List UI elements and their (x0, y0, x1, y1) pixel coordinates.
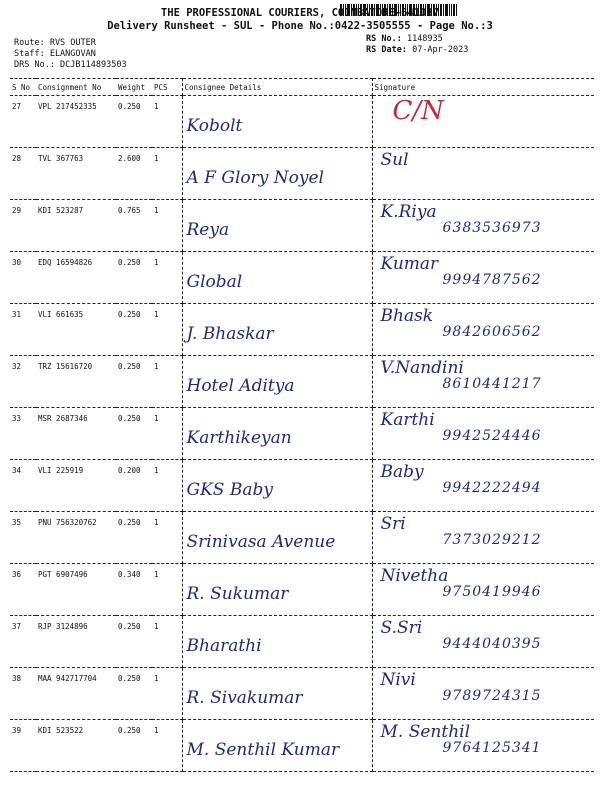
signature-text: K.Riya (380, 202, 437, 222)
phone-number: 8610441217 (442, 376, 542, 392)
consignment-cell: MAA 942717704 (36, 668, 116, 720)
drs-number: DRS No.: DCJB114893503 (14, 60, 127, 70)
consignment-cell: KDI 523287 (36, 200, 116, 252)
pcs-cell: 1 (152, 148, 182, 200)
sno-cell: 28 (10, 148, 36, 200)
pcs-cell: 1 (152, 720, 182, 772)
weight-cell: 0.250 (116, 668, 152, 720)
rs-date-label: RS Date: (366, 45, 407, 55)
consignee-name: Bharathi (186, 636, 262, 656)
consignment-cell: TRZ 15616720 (36, 356, 116, 408)
table-row (10, 252, 594, 304)
signature-text: V.Nandini (380, 358, 464, 378)
runsheet-subtitle: Delivery Runsheet - SUL - Phone No.:0422-3505555 - Page No.:3 (107, 20, 493, 32)
consignment-cell: PGT 6907496 (36, 564, 116, 616)
weight-cell: 0.250 (116, 252, 152, 304)
weight-cell: 0.250 (116, 408, 152, 460)
consignee-cell (182, 460, 372, 512)
consignee-cell (182, 252, 372, 304)
phone-number: 9764125341 (442, 740, 542, 756)
consignee-name: Srinivasa Avenue (186, 532, 336, 552)
consignee-name: Reya (186, 220, 230, 240)
pcs-cell: 1 (152, 96, 182, 148)
consignee-name: Global (186, 272, 243, 292)
weight-cell: 0.250 (116, 720, 152, 772)
consignee-name: GKS Baby (186, 480, 273, 500)
col-sno: S No (10, 79, 36, 96)
phone-number: 9942524446 (442, 428, 542, 444)
signature-cell (372, 408, 594, 460)
phone-number: 6383536973 (442, 220, 542, 236)
table-row (10, 616, 594, 668)
col-consignee: Consignee Details (182, 79, 372, 96)
pcs-cell: 1 (152, 200, 182, 252)
consignment-cell: VLI 225919 (36, 460, 116, 512)
pcs-cell: 1 (152, 356, 182, 408)
consignee-name: Karthikeyan (186, 428, 292, 448)
consignee-cell (182, 408, 372, 460)
col-consignment: Consignment No (36, 79, 116, 96)
consignment-cell: VLI 661635 (36, 304, 116, 356)
pcs-cell: 1 (152, 460, 182, 512)
signature-cell (372, 148, 594, 200)
col-weight: Weight (116, 79, 152, 96)
signature-text: C/N (392, 96, 444, 126)
company-title: THE PROFESSIONAL COURIERS, COIMBATORE-641037 (160, 7, 440, 19)
phone-number: 9750419946 (442, 584, 542, 600)
sno-cell: 34 (10, 460, 36, 512)
staff-text: Staff: ELANGOVAN (14, 49, 96, 59)
table-row (10, 720, 594, 772)
consignee-name: R. Sivakumar (186, 688, 303, 708)
phone-number: 9942222494 (442, 480, 542, 496)
signature-text: S.Sri (380, 618, 423, 638)
consignment-cell: RJP 3124896 (36, 616, 116, 668)
signature-cell (372, 304, 594, 356)
consignee-name: R. Sukumar (186, 584, 289, 604)
signature-text: M. Senthil (380, 722, 471, 742)
signature-text: Bhask (380, 306, 434, 326)
sno-cell: 35 (10, 512, 36, 564)
consignment-cell: KDI 523522 (36, 720, 116, 772)
table-row (10, 200, 594, 252)
pcs-cell: 1 (152, 252, 182, 304)
runsheet-meta-right (366, 34, 468, 56)
signature-cell (372, 252, 594, 304)
table-row (10, 304, 594, 356)
col-pcs: PCS (152, 79, 182, 96)
sno-cell: 39 (10, 720, 36, 772)
consignment-cell: VPL 217452335 (36, 96, 116, 148)
rs-date-value: 07-Apr-2023 (412, 45, 469, 55)
delivery-table (10, 78, 594, 772)
weight-cell: 0.200 (116, 460, 152, 512)
signature-cell (372, 668, 594, 720)
consignee-name: Hotel Aditya (186, 376, 295, 396)
table-row (10, 512, 594, 564)
pcs-cell: 1 (152, 616, 182, 668)
consignee-cell (182, 96, 372, 148)
consignee-cell (182, 304, 372, 356)
weight-cell: 0.765 (116, 200, 152, 252)
pcs-cell: 1 (152, 564, 182, 616)
consignee-cell (182, 148, 372, 200)
signature-text: Baby (380, 462, 424, 482)
runsheet-meta-left (14, 38, 127, 71)
consignee-name: M. Senthil Kumar (186, 740, 340, 760)
col-signature: Signature (372, 79, 594, 96)
rs-no-value: 1148935 (406, 34, 443, 44)
sno-cell: 36 (10, 564, 36, 616)
weight-cell: 0.250 (116, 356, 152, 408)
signature-text: Sul (380, 150, 409, 170)
signature-text: Nivi (380, 670, 416, 690)
weight-cell: 0.250 (116, 304, 152, 356)
signature-cell (372, 616, 594, 668)
consignee-cell (182, 616, 372, 668)
sno-cell: 37 (10, 616, 36, 668)
phone-number: 7373029212 (442, 532, 542, 548)
table-row (10, 668, 594, 720)
sno-cell: 33 (10, 408, 36, 460)
signature-text: Karthi (380, 410, 435, 430)
signature-text: Nivetha (380, 566, 449, 586)
consignment-cell: PNU 756320762 (36, 512, 116, 564)
table-row (10, 408, 594, 460)
sno-cell: 29 (10, 200, 36, 252)
phone-number: 9444040395 (442, 636, 542, 652)
pcs-cell: 1 (152, 512, 182, 564)
consignee-cell (182, 200, 372, 252)
signature-cell (372, 720, 594, 772)
sno-cell: 38 (10, 668, 36, 720)
signature-cell (372, 200, 594, 252)
consignment-cell: MSR 2687346 (36, 408, 116, 460)
signature-cell (372, 512, 594, 564)
consignment-cell: EDQ 16594826 (36, 252, 116, 304)
weight-cell: 0.250 (116, 96, 152, 148)
weight-cell: 0.340 (116, 564, 152, 616)
route-text: Route: RVS OUTER (14, 38, 96, 48)
phone-number: 9994787562 (442, 272, 542, 288)
signature-text: Sri (380, 514, 406, 534)
consignee-cell (182, 668, 372, 720)
consignee-name: A F Glory Noyel (186, 168, 324, 188)
weight-cell: 2.600 (116, 148, 152, 200)
table-row (10, 460, 594, 512)
table-row (10, 148, 594, 200)
consignee-name: J. Bhaskar (186, 324, 274, 344)
table-row (10, 356, 594, 408)
signature-cell (372, 564, 594, 616)
phone-number: 9842606562 (442, 324, 542, 340)
sno-cell: 27 (10, 96, 36, 148)
sno-cell: 30 (10, 252, 36, 304)
table-row (10, 96, 594, 148)
consignee-cell (182, 720, 372, 772)
sno-cell: 32 (10, 356, 36, 408)
consignee-cell (182, 356, 372, 408)
signature-text: Kumar (380, 254, 439, 274)
consignment-cell: TVL 367763 (36, 148, 116, 200)
sno-cell: 31 (10, 304, 36, 356)
table-row (10, 564, 594, 616)
table-header (10, 79, 594, 96)
signature-cell (372, 356, 594, 408)
weight-cell: 0.250 (116, 616, 152, 668)
phone-number: 9789724315 (442, 688, 542, 704)
pcs-cell: 1 (152, 304, 182, 356)
consignee-cell (182, 564, 372, 616)
rs-no-label: RS No.: (366, 34, 402, 44)
pcs-cell: 1 (152, 408, 182, 460)
consignee-name: Kobolt (186, 116, 243, 136)
weight-cell: 0.250 (116, 512, 152, 564)
consignee-cell (182, 512, 372, 564)
signature-cell (372, 96, 594, 148)
pcs-cell: 1 (152, 668, 182, 720)
signature-cell (372, 460, 594, 512)
